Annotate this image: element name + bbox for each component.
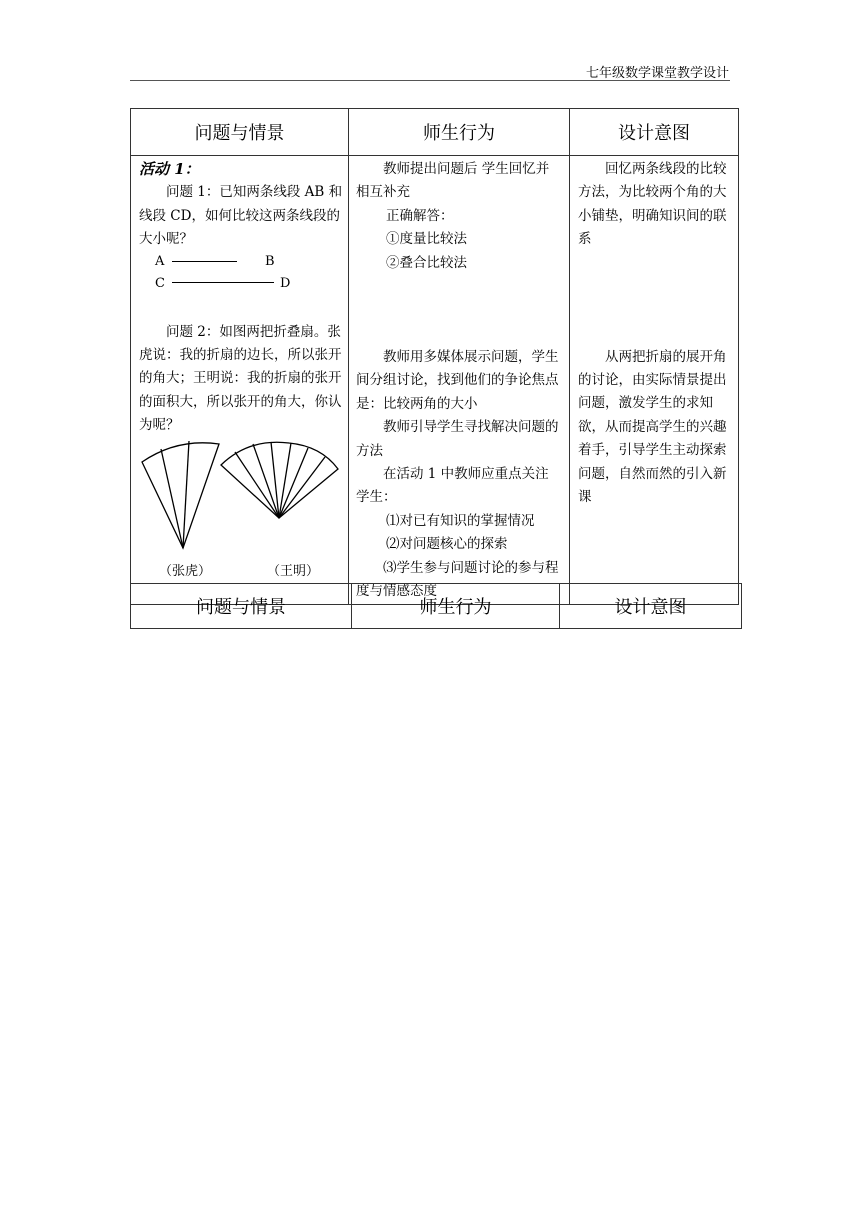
- teacher-student-behavior-cell: [349, 156, 570, 605]
- folding-fans-figure: [139, 438, 344, 582]
- intent-text-1: 回忆两条线段的比较方法，为比较两个角的大小铺垫，明确知识间的联系: [578, 161, 727, 248]
- intent-text-2: 从两把折扇的展开角的讨论，由实际情景提出问题，激发学生的求知欲，从而提高学生的兴趣着手，引导学生主动探索问题，自然而然的引入新课: [578, 348, 727, 506]
- folding-fans-drawing: [139, 438, 345, 562]
- fan-zhanghu: [142, 441, 219, 548]
- activity-title: 活动 1：: [139, 160, 200, 178]
- header-teacher-student-behavior: 师生行为: [349, 109, 570, 156]
- point-d-label: D: [280, 275, 291, 291]
- fan-wangming: [221, 442, 338, 518]
- fan-label-wangming: （王明）: [267, 563, 320, 579]
- behavior-answer-label: 正确解答：: [386, 207, 454, 224]
- table-row: [131, 156, 739, 605]
- continuation-header-table: [130, 583, 742, 629]
- behavior-text-1: 教师提出问题后 学生回忆并相互补充: [356, 161, 550, 201]
- design-intent-cell: [570, 156, 739, 605]
- segment-ab: [172, 261, 237, 262]
- focus-item-2: ⑵对问题核心的探索: [386, 536, 508, 553]
- page-header-title: 七年级数学课堂教学设计: [585, 66, 729, 81]
- behavior-text-5: 在活动 1 中教师应重点关注学生：: [356, 466, 549, 506]
- problem-2-text: 问题 2：如图两把折叠扇。张虎说：我的折扇的边长，所以张开的角大；王明说：我的折扇的张开的面积大，所以张开的角大，你认为呢？: [139, 323, 342, 434]
- method-overlap: ②叠合比较法: [386, 254, 467, 271]
- header-problem-scenario: 问题与情景: [131, 109, 349, 156]
- lesson-design-table: [130, 108, 739, 605]
- header-divider: [130, 80, 730, 81]
- problem-scenario-cell: [131, 156, 349, 605]
- segment-figure: [139, 252, 344, 291]
- method-measure: ①度量比较法: [386, 231, 467, 248]
- behavior-text-3: 教师用多媒体展示问题，学生间分组讨论，找到他们的争论焦点是：比较两角的大小: [356, 349, 559, 412]
- header-teacher-student-behavior: 师生行为: [352, 584, 560, 629]
- header-problem-scenario: 问题与情景: [131, 584, 352, 629]
- point-b-label: B: [265, 253, 275, 269]
- table-header-row: [131, 584, 742, 629]
- table-header-row: [131, 109, 739, 156]
- header-design-intent: 设计意图: [570, 109, 739, 156]
- problem-1-text: 问题 1：已知两条线段 AB 和线段 CD，如何比较这两条线段的大小呢？: [139, 184, 343, 248]
- segment-cd: [172, 282, 274, 283]
- header-design-intent: 设计意图: [560, 584, 742, 629]
- point-c-label: C: [155, 275, 165, 291]
- behavior-text-4: 教师引导学生寻找解决问题的方法: [356, 419, 559, 459]
- focus-item-3: ⑶学生参与问题讨论的参与程度与情感态度: [356, 559, 559, 600]
- point-a-label: A: [155, 253, 165, 269]
- focus-item-1: ⑴对已有知识的掌握情况: [386, 512, 535, 529]
- fan-label-zhanghu: （张虎）: [159, 563, 212, 579]
